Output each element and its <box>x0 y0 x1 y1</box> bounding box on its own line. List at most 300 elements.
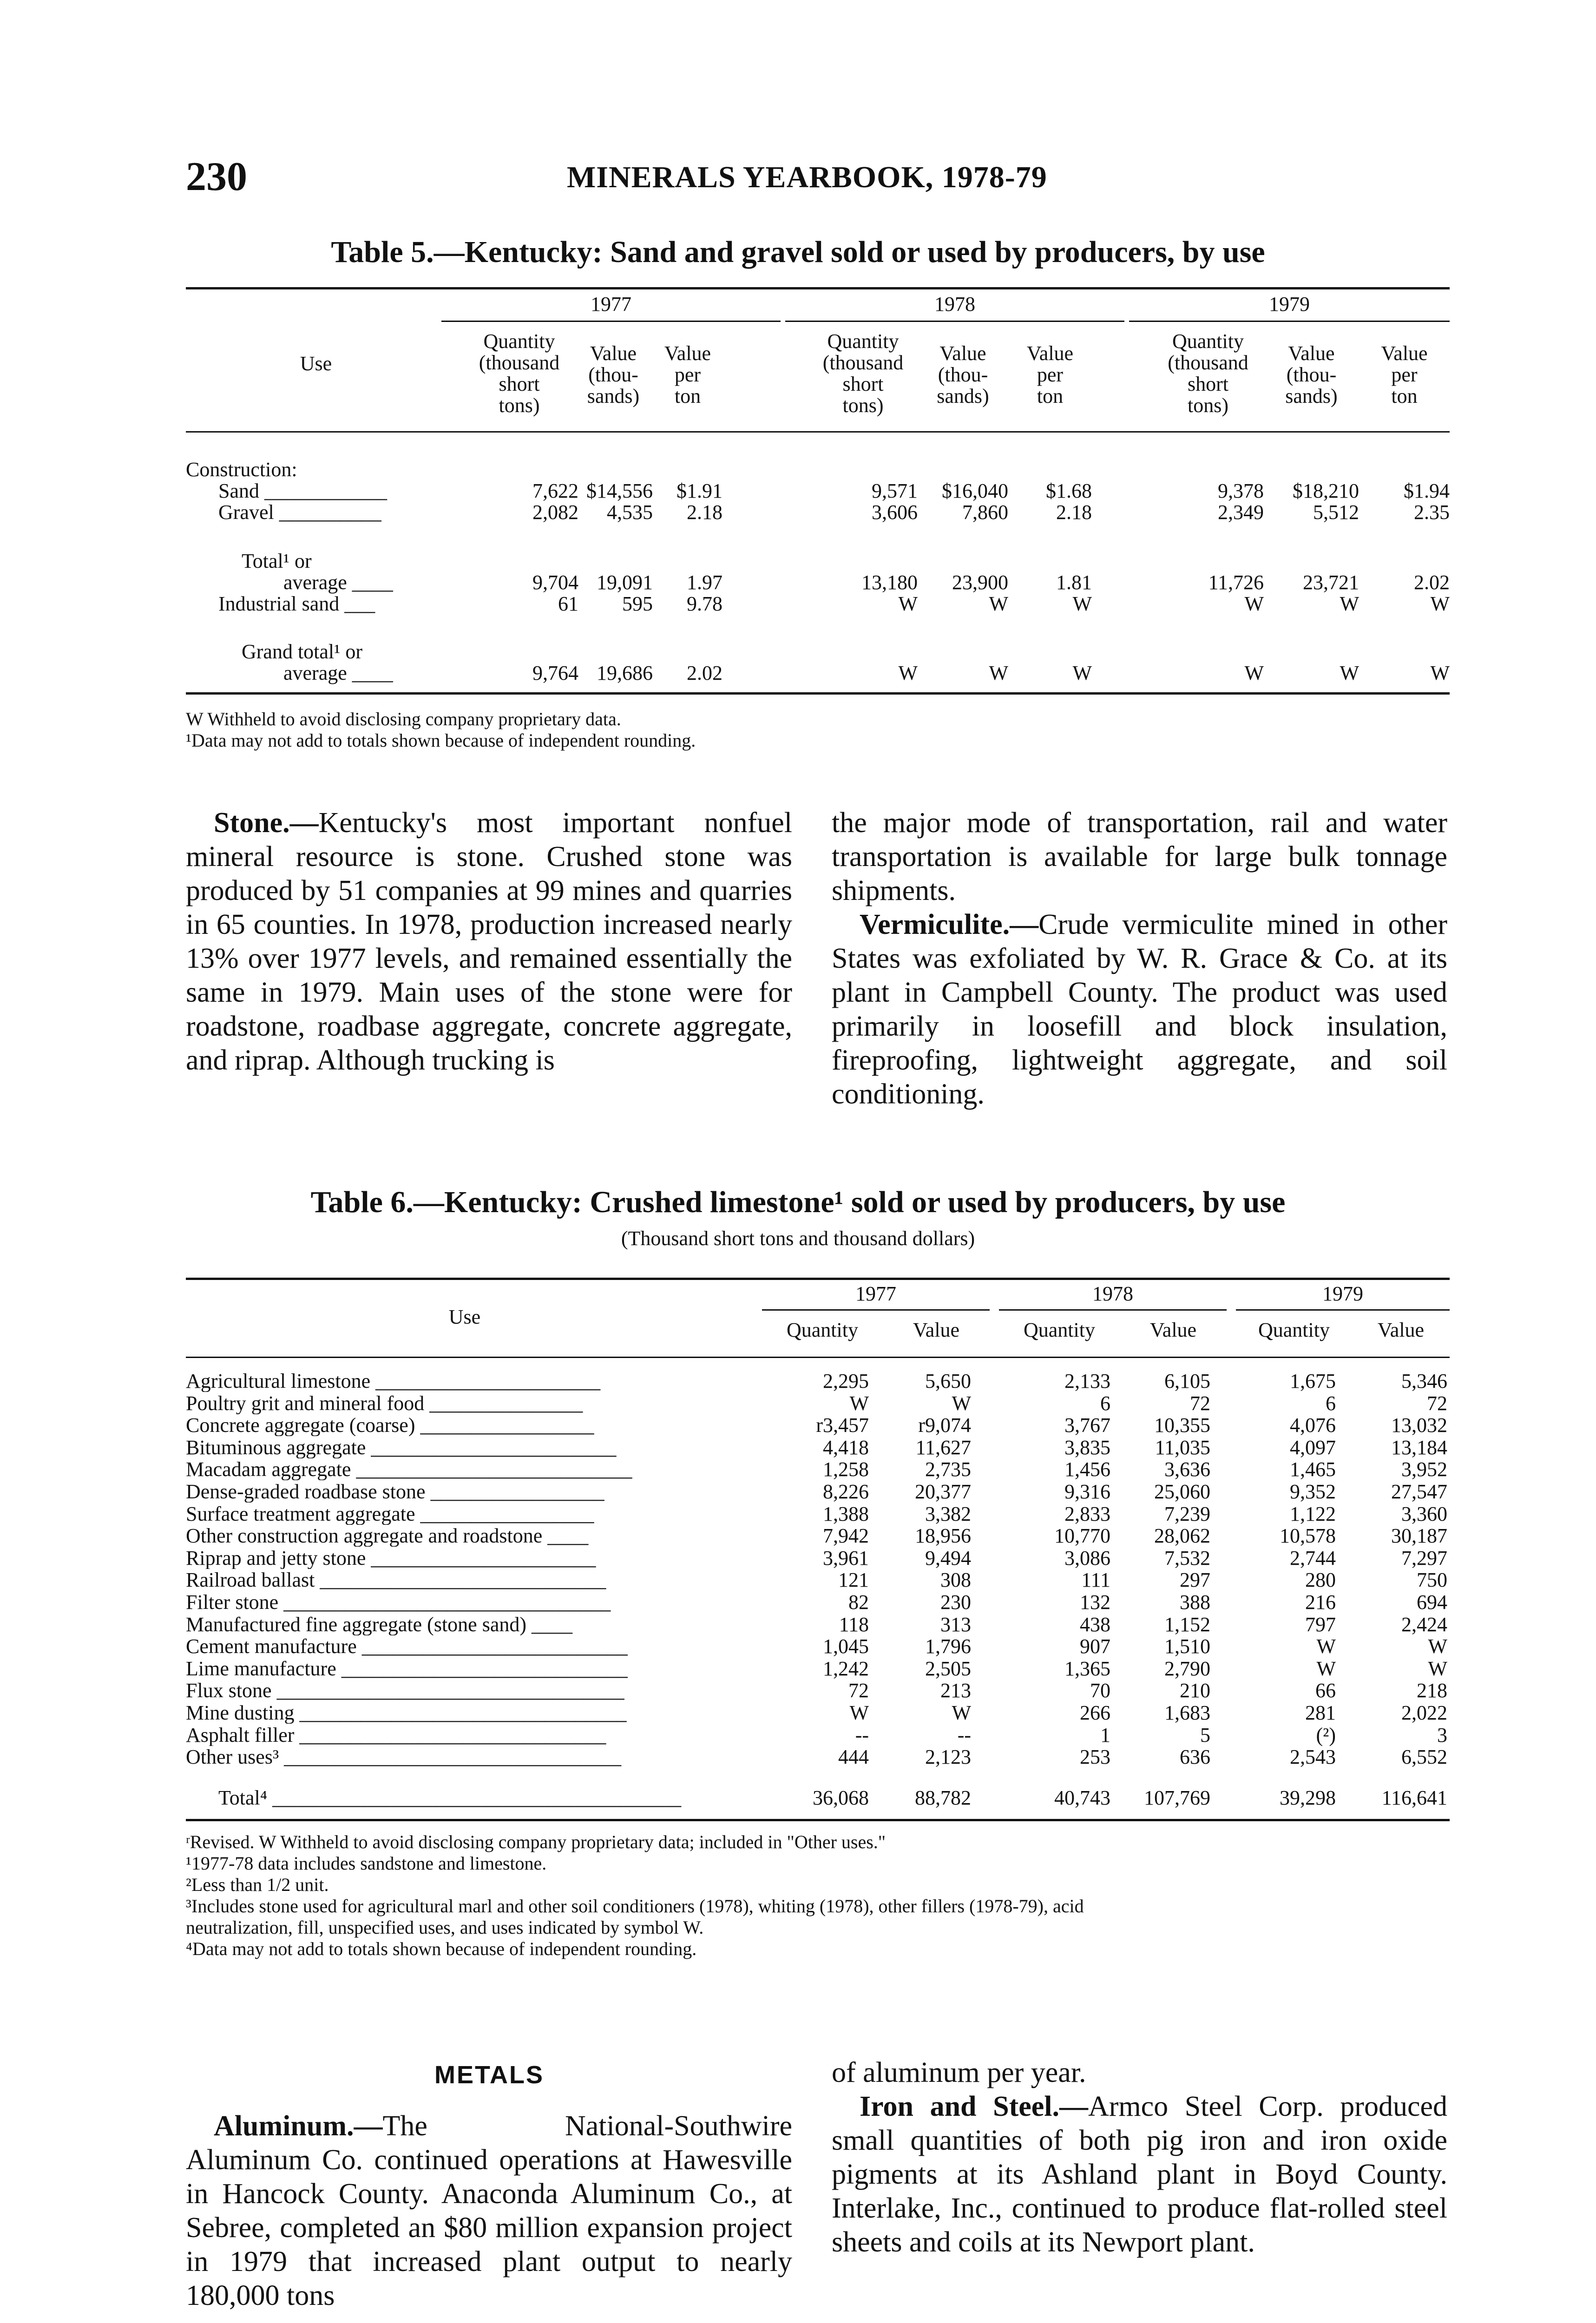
table6-row-label-text: Bituminous aggregate <box>186 1437 366 1458</box>
table5-cell: W <box>1430 662 1450 684</box>
table6-cell: 2,133 <box>1064 1370 1110 1392</box>
table6-cell: 2,424 <box>1401 1613 1447 1636</box>
table5-cell: W <box>1340 592 1359 615</box>
table6-row-label-text: Agricultural limestone <box>186 1371 371 1392</box>
table6-row-label <box>186 1636 736 1657</box>
table6-total-cell: 88,782 <box>915 1786 971 1809</box>
table6-year-rule <box>762 1309 990 1311</box>
table6-cell: 7,532 <box>1164 1547 1210 1569</box>
table5-notes <box>186 709 696 751</box>
table5-cell: W <box>989 592 1008 615</box>
table6-row-label <box>186 1415 736 1436</box>
table6-cell: 10,578 <box>1280 1524 1336 1547</box>
table5-cell: W <box>1244 662 1264 684</box>
table6-cell: 25,060 <box>1154 1480 1210 1503</box>
table6-row-label-text: Railroad ballast <box>186 1569 315 1591</box>
table6-cell: W <box>952 1392 971 1415</box>
table6-cell: W <box>1428 1657 1447 1680</box>
table6-footnote: ²Less than 1/2 unit. <box>186 1874 329 1895</box>
table6-cell: 20,377 <box>915 1480 971 1503</box>
table6-cell: 907 <box>1080 1635 1110 1658</box>
page-number: 230 <box>186 154 247 199</box>
table5-col-header-line: (thousand <box>1168 351 1248 374</box>
table6-row-leader: ________________________ <box>366 1437 617 1458</box>
table6-total-label <box>218 1787 736 1809</box>
table6-cell: 6 <box>1100 1392 1110 1415</box>
table6-cell: 66 <box>1315 1679 1336 1702</box>
table5-col-header-line: short <box>842 373 884 395</box>
table5-col-header-value <box>574 343 653 407</box>
table5-cell: $14,556 <box>586 479 653 502</box>
table5-col-header-line: ton <box>674 385 701 407</box>
paragraph-run-in-head: Vermiculite.— <box>860 909 1039 940</box>
table5-year-header: 1978 <box>934 293 975 315</box>
table5-cell: 2,082 <box>532 501 578 524</box>
table6-col-header: Quantity <box>787 1319 858 1341</box>
table5-col-header-line: tons) <box>499 394 540 417</box>
table6-row-label <box>186 1437 736 1458</box>
table6-cell: 266 <box>1080 1701 1110 1724</box>
paragraph-run-in-head: Iron and Steel.— <box>860 2091 1088 2122</box>
table6-cell: 7,942 <box>823 1524 869 1547</box>
table6-cell: 3,835 <box>1064 1436 1110 1459</box>
table6-cell: 1,152 <box>1164 1613 1210 1636</box>
table6-cell: 1,388 <box>823 1503 869 1525</box>
table6-row-leader: ________________________________ <box>278 1592 611 1613</box>
table5-col-header-line: sands) <box>937 385 989 407</box>
table6-col-header: Quantity <box>1258 1319 1330 1341</box>
table5-cell: 2.02 <box>1414 571 1450 594</box>
table6-cell: 8,226 <box>823 1480 869 1503</box>
table6-year-rule <box>999 1309 1227 1311</box>
table6-cell: W <box>1316 1657 1336 1680</box>
table5-col-header-line: tons) <box>1188 394 1228 417</box>
table6-footnote: neutralization, fill, unspecified uses, and uses indicated by symbol W. <box>186 1917 704 1938</box>
table6-row-leader: ______________________ <box>370 1371 601 1392</box>
table6-row-leader: _________________ <box>415 1415 594 1436</box>
table5-row-label: average ____ <box>283 571 393 594</box>
table6-cell: 636 <box>1180 1746 1210 1768</box>
table6-cell: 3,360 <box>1401 1503 1447 1525</box>
paragraph <box>832 806 1447 908</box>
paragraph <box>186 806 792 1077</box>
table5-cell: 9,764 <box>532 662 578 684</box>
table5-col-header-value <box>1264 343 1359 407</box>
table6-row-label <box>186 1569 736 1591</box>
table5-col-header-per-ton <box>1359 343 1450 407</box>
table6-cell: 438 <box>1080 1613 1110 1636</box>
table5-cell: $1.91 <box>676 479 722 502</box>
table6-col-header: Quantity <box>1024 1319 1095 1341</box>
table6-footnote: ⁴Data may not add to totals shown because of independent rounding. <box>186 1938 697 1959</box>
table6-footnote: ³Includes stone used for agricultural marl and other soil conditioners (1978), whiting (1978), other fillers (1978-79), acid <box>186 1896 1084 1916</box>
table5-cell: 19,686 <box>597 662 653 684</box>
table5-col-header-line: sands) <box>587 385 640 407</box>
paragraph-text: of aluminum per year. <box>832 2057 1086 2088</box>
table5-use-header: Use <box>300 352 332 375</box>
table6-cell: 3 <box>1437 1724 1447 1746</box>
table6-row-label-text: Cement manufacture <box>186 1636 357 1657</box>
table6-year-header: 1978 <box>1092 1282 1133 1305</box>
table5-cell: 9,704 <box>532 571 578 594</box>
table6-cell: 1 <box>1100 1724 1110 1746</box>
table6-cell: 216 <box>1305 1591 1336 1614</box>
table6-cell: 5,650 <box>925 1370 971 1392</box>
table6-cell: (²) <box>1316 1724 1336 1746</box>
table5-cell: 1.81 <box>1056 571 1092 594</box>
table6-row-label <box>186 1393 736 1414</box>
table6-cell: 1,122 <box>1290 1503 1336 1525</box>
table6-total-cell: 107,769 <box>1144 1786 1210 1809</box>
table5-year-rule <box>441 321 781 322</box>
table6-cell: 28,062 <box>1154 1524 1210 1547</box>
table6-cell: -- <box>855 1724 869 1746</box>
table5-cell: 11,726 <box>1208 571 1264 594</box>
paragraph-text: Kentucky's most important nonfuel mineral resource is stone. Crushed stone was produced by 51 companies at 99 mines and quarries in 65 counties. In 1978, production increased nearly 13% over 1977 levels, and remained essentially the same in 1979. Main uses of the stone were for roadstone, roadbase aggregate, concrete aggregate, and riprap. Although trucking is <box>186 807 792 1076</box>
table5-row-label: average ____ <box>283 662 393 684</box>
table6-cell: 297 <box>1180 1568 1210 1591</box>
table6-row-label <box>186 1680 736 1701</box>
table6-year-rule <box>1236 1309 1450 1311</box>
table6-header-rule <box>186 1357 1450 1358</box>
table5-title: Table 5.—Kentucky: Sand and gravel sold or used by producers, by use <box>331 235 1265 269</box>
table5-cell: W <box>898 662 918 684</box>
table6-cell: -- <box>957 1724 971 1746</box>
table6-cell: 1,510 <box>1164 1635 1210 1658</box>
table6-cell: 1,242 <box>823 1657 869 1680</box>
paragraph-run-in-head: Stone.— <box>214 807 319 839</box>
table6-cell: 1,456 <box>1064 1458 1110 1481</box>
table6-cell: 9,316 <box>1064 1480 1110 1503</box>
table6-cell: r9,074 <box>918 1414 971 1437</box>
table6-total-label-text: Total⁴ <box>218 1787 268 1809</box>
table6-cell: 10,355 <box>1154 1414 1210 1437</box>
paragraph-text: Crude vermiculite mined in other States was exfoliated by W. R. Grace & Co. at its plant in Campbell County. The product was used primarily in loosefill and block insulation, fireproofing, lightweight aggregate, and soil conditioning. <box>832 909 1447 1110</box>
table5-cell: W <box>1072 662 1092 684</box>
table5-top-rule <box>186 287 1450 289</box>
table6-cell: 6,552 <box>1401 1746 1447 1768</box>
table6-row-label <box>186 1746 736 1768</box>
table6-cell: W <box>1316 1635 1336 1658</box>
table6-row-label <box>186 1614 736 1635</box>
table6-row-leader: _______________ <box>424 1393 583 1414</box>
table6-cell: 2,735 <box>925 1458 971 1481</box>
table5-cell: 9,571 <box>872 479 918 502</box>
table5-col-header-line: Quantity <box>1172 330 1244 353</box>
table6-row-label-text: Surface treatment aggregate <box>186 1503 415 1525</box>
table6-cell: W <box>952 1701 971 1724</box>
running-head <box>186 153 1440 204</box>
table6-cell: 2,295 <box>823 1370 869 1392</box>
paragraph <box>832 908 1447 1111</box>
table5-col-header-quantity <box>808 331 918 416</box>
table6-row-leader: ____ <box>542 1525 589 1547</box>
table5-cell: 9.78 <box>687 592 722 615</box>
table6-row-leader: ______________________________ <box>294 1725 606 1746</box>
table5-cell: W <box>989 662 1008 684</box>
table5-col-header-line: ton <box>1391 385 1418 407</box>
table6-row-leader: _________________ <box>425 1481 604 1503</box>
table5-row-label: Industrial sand ___ <box>218 592 375 615</box>
iron-steel-paragraph-column <box>832 2056 1447 2259</box>
table5-col-header-line: per <box>1391 363 1418 386</box>
vermiculite-paragraph-column <box>832 806 1447 1111</box>
table6-col-header: Value <box>913 1319 960 1341</box>
table6-year-header: 1977 <box>855 1282 896 1305</box>
table6-row-leader: __________________________ <box>356 1636 628 1657</box>
table5-col-header-line: Quantity <box>483 330 555 353</box>
table6-row-label <box>186 1503 736 1525</box>
table5-col-header-line: Quantity <box>827 330 899 353</box>
table5-row-label: Grand total¹ or <box>242 640 363 663</box>
table5-col-header-line: ton <box>1037 385 1064 407</box>
table5-col-header-per-ton <box>653 343 722 407</box>
paragraph-run-in-head: Aluminum.— <box>214 2110 383 2142</box>
table6-row-label-text: Macadam aggregate <box>186 1459 351 1480</box>
table5-cell: W <box>1430 592 1450 615</box>
table6-cell: W <box>849 1392 869 1415</box>
table6-cell: 4,076 <box>1290 1414 1336 1437</box>
table6-row-leader: __________________________________ <box>271 1680 624 1701</box>
table5-year-rule <box>1129 321 1450 322</box>
table6-cell: 11,627 <box>915 1436 971 1459</box>
table6-cell: 313 <box>940 1613 971 1636</box>
table5-row-label: Sand ____________ <box>218 479 387 502</box>
table6-row-label-text: Riprap and jetty stone <box>186 1548 366 1569</box>
table6-cell: 11,035 <box>1155 1436 1210 1459</box>
table5-cell: 7,622 <box>532 479 578 502</box>
table6-cell: 1,796 <box>925 1635 971 1658</box>
table6-row-label-text: Flux stone <box>186 1680 272 1701</box>
table6-row-label <box>186 1658 736 1680</box>
table5-row-label: Construction: <box>186 458 297 481</box>
stone-paragraph-column <box>186 806 792 1077</box>
table6-cell: 9,352 <box>1290 1480 1336 1503</box>
table6-row-label-text: Manufactured fine aggregate (stone sand) <box>186 1614 527 1635</box>
table6-cell: 444 <box>838 1746 869 1768</box>
table5-col-header-line: per <box>1037 363 1064 386</box>
table6-total-cell: 36,068 <box>813 1786 869 1809</box>
table5-bottom-rule <box>186 692 1450 695</box>
table6-cell: 3,961 <box>823 1547 869 1569</box>
table6-cell: 280 <box>1305 1568 1336 1591</box>
table5-cell: W <box>1244 592 1264 615</box>
table5-col-header-value <box>918 343 1008 407</box>
table6-cell: 82 <box>848 1591 869 1614</box>
table6-row-leader: ___________________________ <box>351 1459 632 1480</box>
table6-use-header: Use <box>448 1306 481 1328</box>
table5-row-label: Gravel __________ <box>218 501 381 524</box>
table6-cell: 388 <box>1180 1591 1210 1614</box>
table5-cell: W <box>1072 592 1092 615</box>
table6-row-label <box>186 1592 736 1613</box>
table5-cell: 9,378 <box>1218 479 1264 502</box>
table6-row-leader: ____________________________ <box>336 1658 628 1680</box>
table6-row-leader: ____________________________ <box>315 1569 606 1591</box>
table6-cell: 797 <box>1305 1613 1336 1636</box>
table6-row-label <box>186 1702 736 1724</box>
table5-col-header-quantity <box>1152 331 1264 416</box>
table6-row-label-text: Concrete aggregate (coarse) <box>186 1415 415 1436</box>
table6-cell: 72 <box>1427 1392 1447 1415</box>
table5-col-header-line: short <box>499 373 540 395</box>
table6-cell: 3,952 <box>1401 1458 1447 1481</box>
table6-total-cell: 116,641 <box>1381 1786 1447 1809</box>
table6-cell: 2,543 <box>1290 1746 1336 1768</box>
table5-footnote: ¹Data may not add to totals shown because of independent rounding. <box>186 730 696 751</box>
table5-cell: 4,535 <box>607 501 653 524</box>
table6-cell: 1,465 <box>1290 1458 1336 1481</box>
table6-cell: 253 <box>1080 1746 1110 1768</box>
table5-cell: $18,210 <box>1293 479 1359 502</box>
table6-row-label-text: Poultry grit and mineral food <box>186 1393 425 1414</box>
table5-cell: $1.68 <box>1046 479 1092 502</box>
table6-row-label <box>186 1481 736 1503</box>
paragraph-text: The National-Southwire Aluminum Co. continued operations at Hawesville in Hancock County. Anaconda Aluminum Co., at Sebree, completed an $80 million expansion project in 1979 that increased plant output to nearly 180,000 tons <box>186 2110 792 2311</box>
table5-cell: 3,606 <box>872 501 918 524</box>
table5-year-rule <box>785 321 1124 322</box>
table5-cell: 5,512 <box>1313 501 1359 524</box>
table6-cell: 6 <box>1326 1392 1336 1415</box>
table6-cell: 1,045 <box>823 1635 869 1658</box>
table6-notes <box>186 1831 1084 1960</box>
table5-header-rule <box>186 431 1450 433</box>
table6-row-label-text: Dense-graded roadbase stone <box>186 1481 426 1503</box>
table6-cell: 230 <box>940 1591 971 1614</box>
table6-row-leader: ____ <box>526 1614 573 1635</box>
table6-total-cell: 39,298 <box>1280 1786 1336 1809</box>
table5-col-header-line: Value <box>939 342 986 365</box>
table5-col-header-line: sands) <box>1285 385 1338 407</box>
table6-cell: 118 <box>839 1613 869 1636</box>
table5-cell: $16,040 <box>942 479 1008 502</box>
table5-col-header-line: Value <box>590 342 637 365</box>
table5-cell: W <box>1340 662 1359 684</box>
table6-row-label-text: Mine dusting <box>186 1702 295 1724</box>
table6-cell: 1,365 <box>1064 1657 1110 1680</box>
table6-cell: 30,187 <box>1391 1524 1447 1547</box>
table5-year-header: 1979 <box>1269 293 1310 315</box>
table6-cell: W <box>849 1701 869 1724</box>
metals-heading: METALS <box>434 2061 544 2089</box>
table6-cell: 210 <box>1180 1679 1210 1702</box>
table5-cell: 23,721 <box>1303 571 1359 594</box>
table6-cell: W <box>1428 1635 1447 1658</box>
table5-col-header-line: short <box>1188 373 1228 395</box>
table6-cell: 2,022 <box>1401 1701 1447 1724</box>
table6-row-label <box>186 1459 736 1480</box>
table6-cell: r3,457 <box>816 1414 869 1437</box>
table6-cell: 218 <box>1417 1679 1447 1702</box>
table6-cell: 1,675 <box>1290 1370 1336 1392</box>
table6-cell: 308 <box>940 1568 971 1591</box>
table5-col-header-quantity <box>465 331 574 416</box>
table6-row-leader: ________________________________________ <box>267 1787 682 1809</box>
table5-col-header-line: (thou- <box>588 363 638 386</box>
table5-cell: 19,091 <box>597 571 653 594</box>
table5-footnote: W Withheld to avoid disclosing company proprietary data. <box>186 709 621 729</box>
table6-cell: 4,418 <box>823 1436 869 1459</box>
table6-row-label <box>186 1371 736 1392</box>
paragraph-text: Armco Steel Corp. produced small quantities of both pig iron and iron oxide pigments at its Ashland plant in Boyd County. Interlake, Inc., continued to produce flat-rolled steel sheets and coils at its Newport plant. <box>832 2091 1447 2258</box>
table6-row-label-text: Other construction aggregate and roadstone <box>186 1525 543 1547</box>
table5-year-header: 1977 <box>591 293 631 315</box>
table5-col-header-line: (thou- <box>1286 363 1337 386</box>
table5-cell: 2.35 <box>1414 501 1450 524</box>
table6-cell: 694 <box>1417 1591 1447 1614</box>
table6-total-cell: 40,743 <box>1054 1786 1110 1809</box>
table6-footnote: ¹1977-78 data includes sandstone and limestone. <box>186 1853 547 1874</box>
paragraph <box>832 2056 1447 2090</box>
table6-cell: 3,767 <box>1064 1414 1110 1437</box>
table6-cell: 72 <box>848 1679 869 1702</box>
table6-cell: 213 <box>940 1679 971 1702</box>
table6-row-label-text: Filter stone <box>186 1592 279 1613</box>
table5-cell: 61 <box>558 592 578 615</box>
table6-cell: 13,032 <box>1391 1414 1447 1437</box>
table6-cell: 10,770 <box>1054 1524 1110 1547</box>
table6-cell: 13,184 <box>1391 1436 1447 1459</box>
table5-cell: 1.97 <box>687 571 722 594</box>
table5-col-header-line: Value <box>1381 342 1428 365</box>
table6-cell: 111 <box>1081 1568 1110 1591</box>
table6-subtitle: (Thousand short tons and thousand dollars) <box>621 1227 975 1250</box>
table6-row-label <box>186 1525 736 1547</box>
table6-col-header: Value <box>1149 1319 1197 1341</box>
table6-cell: 2,833 <box>1064 1503 1110 1525</box>
table6-cell: 2,744 <box>1290 1547 1336 1569</box>
table6-cell: 4,097 <box>1290 1436 1336 1459</box>
table5-row-label: Total¹ or <box>242 550 312 572</box>
table6-row-label-text: Lime manufacture <box>186 1658 336 1680</box>
table5-cell: 2.18 <box>687 501 722 524</box>
table6-cell: 3,086 <box>1064 1547 1110 1569</box>
table6-row-leader: ________________________________ <box>294 1702 627 1724</box>
table6-row-label-text: Other uses³ <box>186 1746 279 1768</box>
table6-cell: 27,547 <box>1391 1480 1447 1503</box>
table5-col-header-line: (thou- <box>938 363 988 386</box>
table5-cell: 2.02 <box>687 662 722 684</box>
table6-cell: 3,382 <box>925 1503 971 1525</box>
table6-cell: 132 <box>1080 1591 1110 1614</box>
table6-col-header: Value <box>1377 1319 1425 1341</box>
table6-row-leader: _________________ <box>415 1503 594 1525</box>
table5-cell: 23,900 <box>952 571 1008 594</box>
table6-cell: 3,636 <box>1164 1458 1210 1481</box>
table6-cell: 2,505 <box>925 1657 971 1680</box>
table5-col-header-line: (thousand <box>479 351 560 374</box>
table5-col-header-line: per <box>674 363 701 386</box>
table6-top-rule <box>186 1278 1450 1280</box>
paragraph-text: the major mode of transportation, rail and water transportation is available for large bulk tonnage shipments. <box>832 807 1447 906</box>
table6-cell: 1,683 <box>1164 1701 1210 1724</box>
table6-cell: 70 <box>1090 1679 1110 1702</box>
table6-cell: 72 <box>1190 1392 1210 1415</box>
table5-col-header-line: tons) <box>842 394 884 417</box>
table6-year-header: 1979 <box>1322 1282 1363 1305</box>
table5-col-header-line: (thousand <box>822 351 904 374</box>
table6-cell: 5 <box>1200 1724 1210 1746</box>
table5-cell: 2.18 <box>1056 501 1092 524</box>
table6-footnote: ʳRevised. W Withheld to avoid disclosing company proprietary data; included in "Other uses." <box>186 1831 886 1852</box>
table6-cell: 7,297 <box>1401 1547 1447 1569</box>
table5-cell: 595 <box>622 592 653 615</box>
table6-cell: 281 <box>1305 1701 1336 1724</box>
table6-bottom-rule <box>186 1819 1450 1821</box>
table6-cell: 6,105 <box>1164 1370 1210 1392</box>
table5-col-header-line: Value <box>664 342 711 365</box>
table5-cell: 13,180 <box>861 571 918 594</box>
